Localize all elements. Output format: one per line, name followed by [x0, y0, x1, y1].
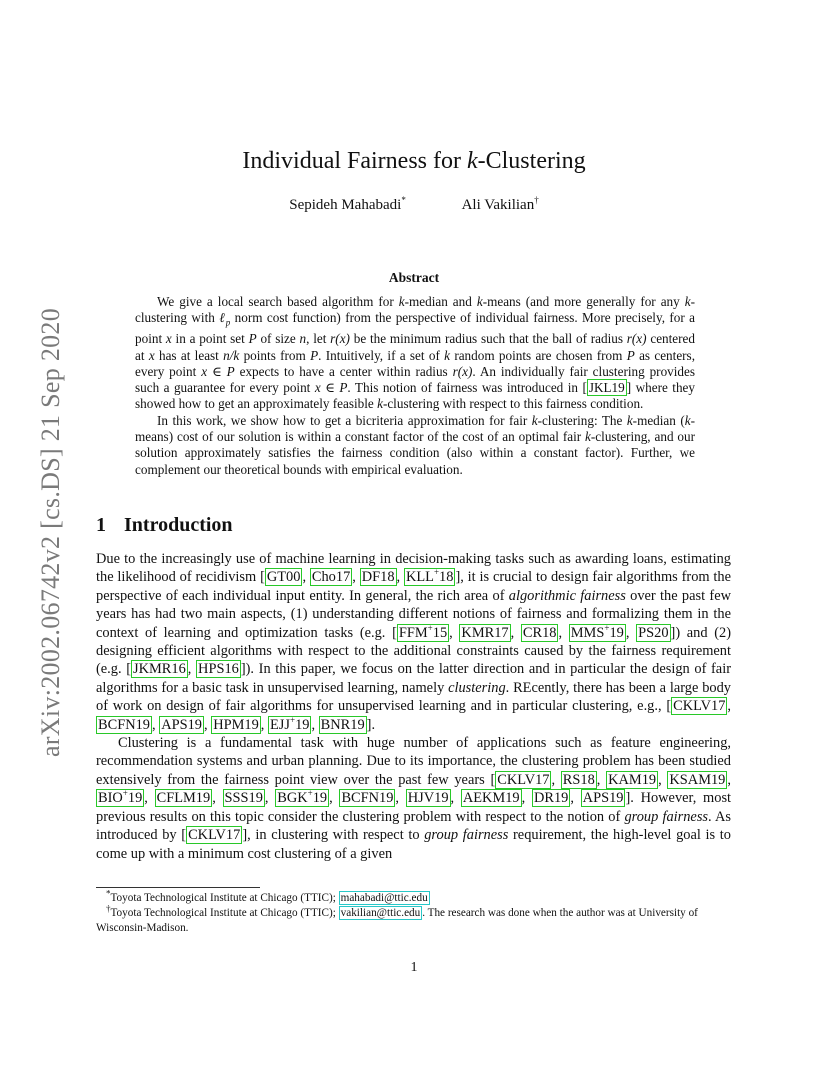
citation-link[interactable]: MMS+19: [570, 622, 624, 641]
citation-link[interactable]: PS20: [638, 624, 669, 641]
citation-link[interactable]: CKLV17: [497, 771, 550, 788]
citation-link[interactable]: JKL19: [588, 380, 625, 396]
citation-link[interactable]: BCFN19: [341, 790, 394, 807]
citation-link[interactable]: SSS19: [224, 790, 263, 807]
citation-link[interactable]: CKLV17: [188, 827, 241, 844]
citation-link[interactable]: APS19: [161, 716, 202, 733]
citation-link[interactable]: KSAM19: [669, 771, 726, 788]
citation-link[interactable]: HPM19: [213, 716, 259, 733]
page-number: 1: [410, 960, 418, 975]
footnote-rule: [96, 887, 260, 888]
citation-link[interactable]: KLL+18: [405, 567, 454, 586]
citation-link[interactable]: BIO+19: [98, 788, 143, 807]
introduction-body: [96, 550, 731, 863]
citation-link[interactable]: GT00: [266, 569, 301, 586]
abstract-paragraph-1: We give a local search based algorithm for k-median and k-means (and more generally for any k-clustering with ℓ$_p$ norm cost function) from the perspective of individual fairness. More precisely, for a point x in a point set P of size n, let r(x) be the minimum radius such that the ball of radius r(x) centered at x has at least n/k points from P. Intuitively, if a set of k random points are chosen from P as centers, every point x ∈ P expects to have a center within radius r(x). An individually fair clustering provides such a guarantee for every point x ∈ P. This notion of fairness was introduced in [ JKL19 ] where they showed how to get an approximately feasible k-clustering with respect to this fairness condition.: [135, 294, 695, 412]
email-link[interactable]: mahabadi@ttic.edu: [340, 892, 428, 904]
email-link[interactable]: vakilian@ttic.edu: [340, 907, 421, 919]
footnote-1: *Toyota Technological Institute at Chicago (TTIC); mahabadi@ttic.edu: [106, 888, 428, 904]
intro-paragraph-1: Due to the increasingly use of machine learning in decision-making tasks such as awarding loans, estimating the likelihood of recidivism [ GT00 , Cho17 , DF18 , KLL+18 ], it is crucial to design fair algorithms from the perspective of each individual input entity. In general, the rich area of algorithmic fairness over the past few years has had two main aspects, (1) understanding different notions of fairness and formalizing them in the context of learning and optimization tasks (e.g. [ FFM+15 , KMR17 , CR18 , MMS+19 , PS20 ]) and (2) designing efficient algorithms with respect to the additional constraints caused by the fairness requirement (e.g. [ JKMR16 , HPS16 ]). In this paper, we focus on the latter direction and in particular the design of fair algorithms for a basic task in unsupervised learning, namely clustering. REcently, there has been a large body of work on design of fair algorithms for unsupervised learning and in particular clustering, e.g., [ CKLV17 , BCFN19 , APS19 , HPM19 , EJJ+19 , BNR19 ].: [96, 551, 732, 733]
section-heading: 1 Introduction: [96, 514, 233, 536]
citation-link[interactable]: EJJ+19: [269, 714, 310, 733]
footnotes: [96, 888, 736, 936]
citation-link[interactable]: HPS16: [198, 661, 239, 678]
citation-link[interactable]: RS18: [562, 771, 595, 788]
citation-link[interactable]: CFLM19: [156, 790, 211, 807]
citation-link[interactable]: Cho17: [311, 569, 351, 586]
citation-link[interactable]: HJV19: [407, 790, 449, 807]
abstract-heading: Abstract: [388, 270, 440, 285]
author-list: [0, 197, 828, 214]
citation-link[interactable]: BCFN19: [98, 716, 150, 733]
citation-link[interactable]: JKMR16: [133, 661, 186, 678]
citation-link[interactable]: DF18: [361, 569, 395, 586]
paper-title: Individual Fairness for k-Clustering: [242, 148, 586, 174]
intro-paragraph-2: Clustering is a fundamental task with huge number of applications such as feature engineering, recommendation systems and urban planning. Due to its importance, the clustering problem has been studied extensively from the fairness point view over the past few years [ CKLV17 , RS18 , KAM19 , KSAM19 , BIO+19 , CFLM19 , SSS19 , BGK+19 , BCFN19 , HJV19 , AEKM19 , DR19 , APS19 ]. However, most previous results on this topic consider the clustering problem with respect to the notion of group fairness. As introduced by [ CKLV17 ], in clustering with respect to group fairness requirement, the high-level goal is to come up with a minimum cost clustering of a given: [96, 735, 732, 862]
author-1: Sepideh Mahabadi*: [289, 195, 406, 213]
citation-link[interactable]: FFM+15: [398, 622, 448, 641]
citation-link[interactable]: AEKM19: [462, 790, 520, 807]
citation-link[interactable]: CR18: [522, 624, 557, 641]
arxiv-identifier: arXiv:2002.06742v2 [cs.DS] 21 Sep 2020: [36, 307, 65, 757]
author-2: Ali Vakilian†: [461, 195, 539, 213]
citation-link[interactable]: APS19: [582, 790, 624, 807]
citation-link[interactable]: KMR17: [461, 624, 509, 641]
citation-link[interactable]: DR19: [533, 790, 569, 807]
citation-link[interactable]: CKLV17: [673, 698, 726, 715]
citation-link[interactable]: BGK+19: [277, 788, 328, 807]
citation-link[interactable]: KAM19: [608, 771, 657, 788]
footnote-2: †Toyota Technological Institute at Chicago (TTIC); vakilian@ttic.edu . The research was done when the author was at University of Wisconsin-Madison.: [96, 903, 698, 934]
citation-link[interactable]: BNR19: [320, 716, 365, 733]
abstract: [135, 294, 695, 478]
abstract-paragraph-2: In this work, we show how to get a bicriteria approximation for fair k-clustering: The k-median (k-means) cost of our solution is within a constant factor of the cost of an optimal fair k-clustering, and our solution approximately satisfies the fairness condition (also within a constant factor). Further, we complement our theoretical bounds with empirical evaluation.: [135, 412, 696, 477]
